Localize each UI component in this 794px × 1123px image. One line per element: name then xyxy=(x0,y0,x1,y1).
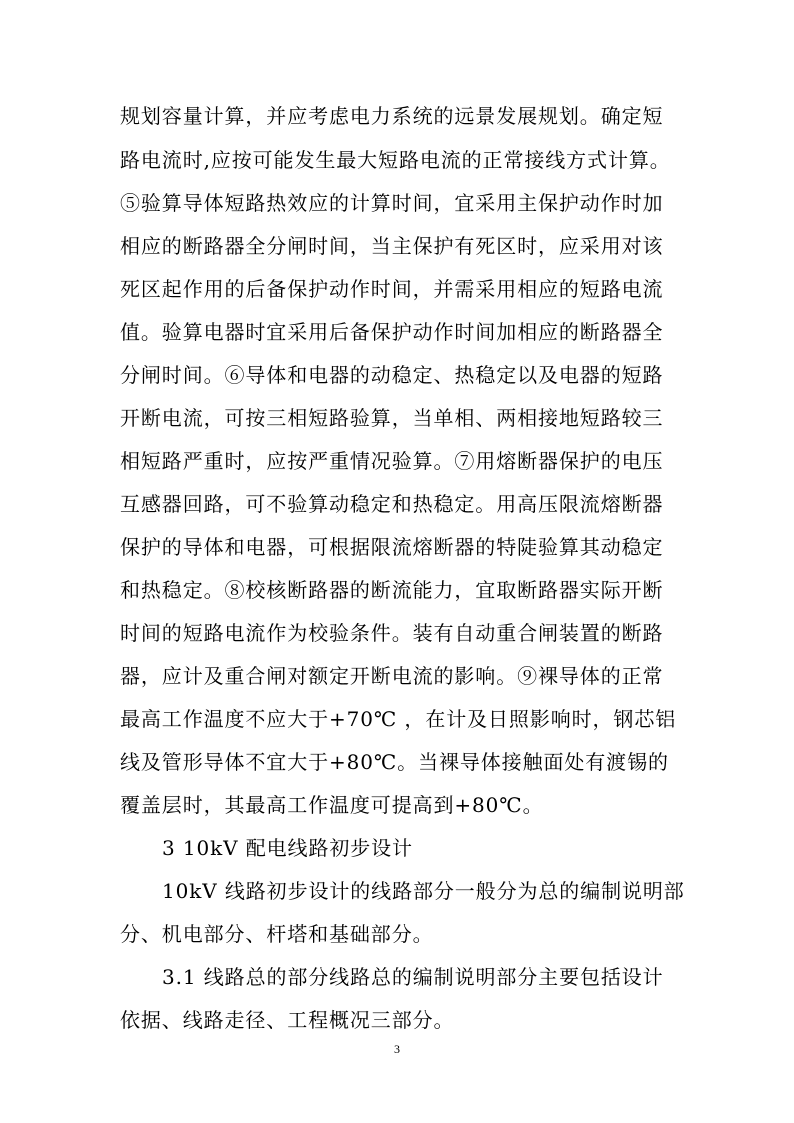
body-line: 值。验算电器时宜采用后备保护动作时间加相应的断路器全 xyxy=(120,320,664,344)
body-line: 死区起作用的后备保护动作时间，并需采用相应的短路电流 xyxy=(120,277,664,301)
body-line: 器，应计及重合闸对额定开断电流的影响。⑨裸导体的正常 xyxy=(120,664,664,688)
body-line: 线及管形导体不宜大于+80℃。当裸导体接触面处有渡锡的 xyxy=(120,750,669,774)
section-paragraph-line: 分、机电部分、杆塔和基础部分。 xyxy=(120,922,434,946)
body-line: 和热稳定。⑧校核断路器的断流能力，宜取断路器实际开断 xyxy=(120,578,664,602)
body-line: 保护的导体和电器，可根据限流熔断器的特陡验算其动稳定 xyxy=(120,535,664,559)
body-line: 相应的断路器全分闸时间，当主保护有死区时，应采用对该 xyxy=(120,234,664,258)
body-line: 开断电流，可按三相短路验算，当单相、两相接地短路较三 xyxy=(120,406,664,430)
body-line: 路电流时,应按可能发生最大短路电流的正常接线方式计算。 xyxy=(120,148,671,172)
body-line: 相短路严重时，应按严重情况验算。⑦用熔断器保护的电压 xyxy=(120,449,664,473)
body-line: ⑤验算导体短路热效应的计算时间，宜采用主保护动作时加 xyxy=(120,191,664,215)
body-line: 分闸时间。⑥导体和电器的动稳定、热稳定以及电器的短路 xyxy=(120,363,664,387)
body-line: 覆盖层时，其最高工作温度可提高到+80℃。 xyxy=(120,793,544,817)
subsection-paragraph-line: 3.1 线路总的部分线路总的编制说明部分主要包括设计 xyxy=(162,965,664,989)
body-line: 规划容量计算，并应考虑电力系统的远景发展规划。确定短 xyxy=(120,104,664,128)
page-number: 3 xyxy=(394,1042,400,1056)
subsection-paragraph-line: 依据、线路走径、工程概况三部分。 xyxy=(120,1008,455,1032)
body-line: 互感器回路，可不验算动稳定和热稳定。用高压限流熔断器 xyxy=(120,492,664,516)
body-line: 时间的短路电流作为校验条件。装有自动重合闸装置的断路 xyxy=(120,621,664,645)
body-line: 最高工作温度不应大于+70℃ ，在计及日照影响时，钢芯铝 xyxy=(120,707,677,731)
section-paragraph-line: 10kV 线路初步设计的线路部分一般分为总的编制说明部 xyxy=(162,879,685,903)
section-heading: 3 10kV 配电线路初步设计 xyxy=(162,836,413,860)
